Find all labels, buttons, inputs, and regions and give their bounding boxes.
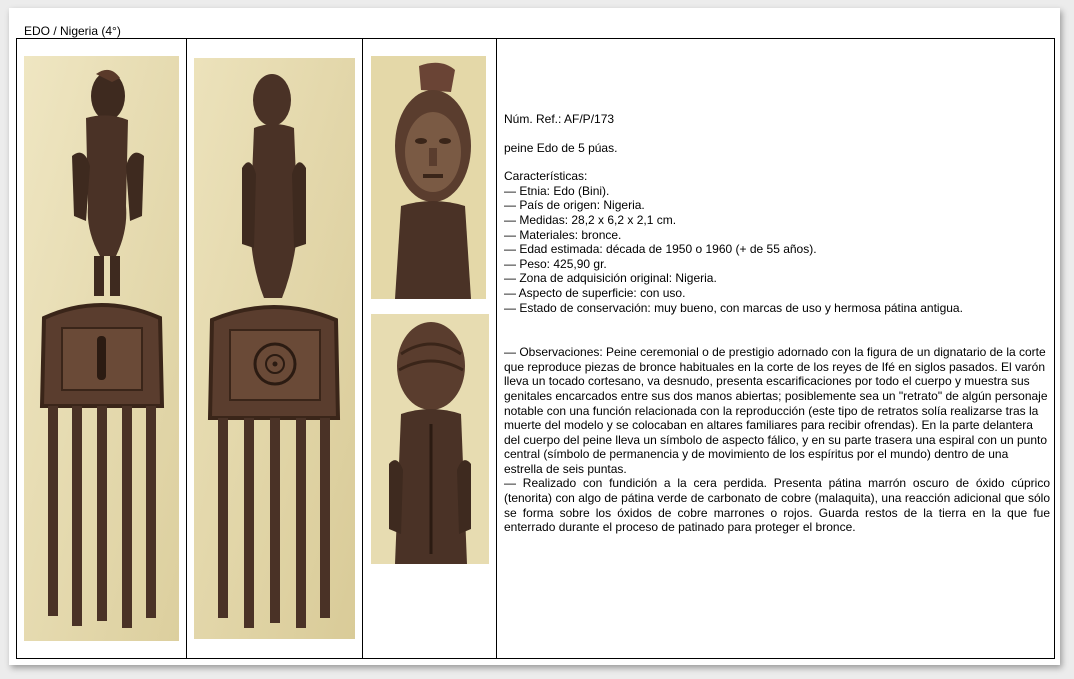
figure-back-closeup-photo [371,314,489,564]
summary: peine Edo de 5 púas. [504,140,618,155]
figure-face-closeup-photo [371,56,486,299]
feature-item: — Medidas: 28,2 x 6,2 x 2,1 cm. [504,212,677,227]
feature-item: — Peso: 425,90 gr. [504,256,607,271]
column-divider [186,38,187,659]
observations-paragraph: — Observaciones: Peine ceremonial o de prestigio adornado con la figura de un dignatario de la corte que reproduce piezas de bronce habituales en la corte de los reyes de Ifé en siglos pasados. El varón lleva un tocado cortesano, va desnudo, presenta escarificaciones por todo el cuerpo y muestra sus genitales encarcados entre sus dos manos abiertas; posiblemente sea un "retrato" de algún personaje notable con una función relacionada con la reproducción (este tipo de retratos solía realizarse tras la muerte del modelo y se colocaban en altares familiares para recibir ofrendas). En la parte delantera del cuerpo del peine lleva un símbolo de aspecto fálico, y en su parte trasera una espiral con un punto central (símbolo de permanencia y de movimiento de los espíritus por el mundo) dentro de una estrella de seis puntas. [504,345,1048,476]
feature-item: — Etnia: Edo (Bini). [504,183,610,198]
feature-item: — País de origen: Nigeria. [504,198,645,213]
feature-item: — Zona de adquisición original: Nigeria. [504,271,717,286]
description [504,112,1050,535]
casting-paragraph: — Realizado con fundición a la cera perdida. Presenta pátina marrón oscuro de óxido cúprico (tenorita) con algo de pátina verde de carbonato de cobre (malaquita), una reacción adicional que sólo se forma sobre los óxidos de cobre marrones o rojos. Guarda restos de la tierra en la que fue enterrado durante el proceso de patinado para proteger el bronce. [504,476,1050,535]
feature-item: — Estado de conservación: muy bueno, con marcas de uso y hermosa pátina antigua. [504,300,963,315]
comb-front-photo [24,56,179,641]
column-divider [496,38,497,659]
feature-item: — Edad estimada: década de 1950 o 1960 (+ de 55 años). [504,242,817,257]
feature-item: — Aspecto de superficie: con uso. [504,285,686,300]
reference-number: Núm. Ref.: AF/P/173 [504,112,615,126]
feature-item: — Materiales: bronce. [504,227,622,242]
comb-back-photo [194,58,355,639]
features-title: Características: [504,169,588,184]
page-title: EDO / Nigeria (4°) [24,24,121,38]
column-divider [362,38,363,659]
